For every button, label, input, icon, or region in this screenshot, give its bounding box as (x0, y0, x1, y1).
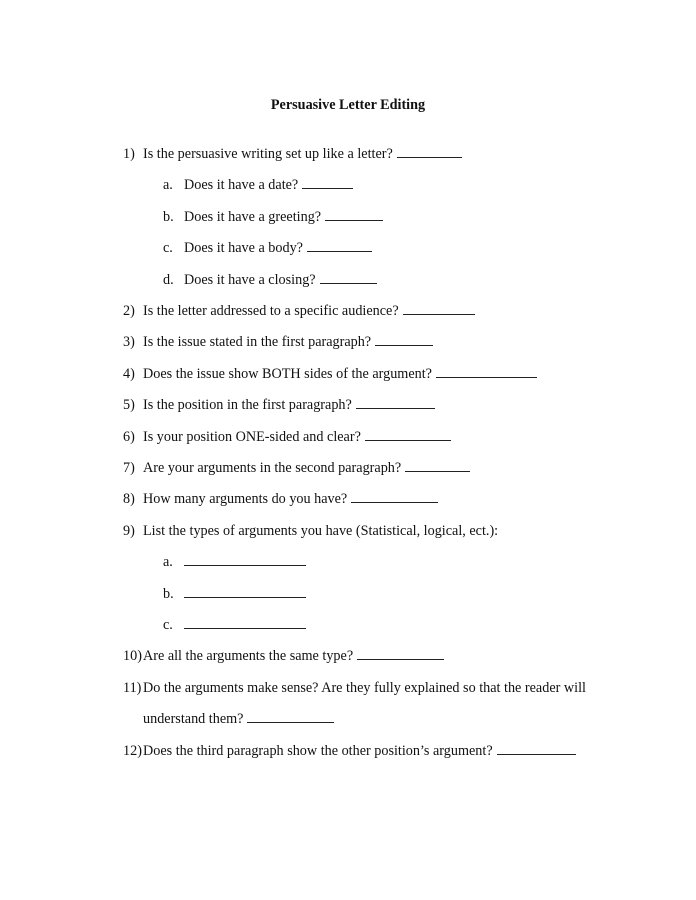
sub-question-letter: b. (163, 208, 174, 225)
question-number: 2) (123, 303, 135, 319)
question-number: 4) (123, 365, 135, 382)
question-text (143, 302, 475, 320)
question-label: Does the issue show BOTH sides of the argument? (143, 365, 432, 382)
sub-question-letter: c. (163, 617, 173, 633)
answer-blank[interactable] (356, 396, 435, 409)
sub-question-text (184, 208, 383, 226)
sub-question-label: Does it have a body? (184, 240, 303, 257)
question-number: 10) (123, 648, 142, 665)
answer-blank[interactable] (307, 239, 372, 252)
sub-question-label: Does it have a greeting? (184, 208, 322, 225)
answer-blank[interactable] (351, 490, 437, 503)
answer-blank[interactable] (497, 742, 576, 755)
page-title: Persuasive Letter Editing (270, 97, 426, 113)
question-label: Is the persuasive writing set up like a letter? (143, 146, 393, 162)
sub-question-text (184, 553, 306, 571)
question-text (143, 365, 537, 383)
question-label: Is the issue stated in the first paragraph? (143, 334, 372, 351)
question-number: 1) (123, 146, 135, 162)
sub-question-letter: a. (163, 554, 173, 571)
answer-blank[interactable] (405, 459, 470, 472)
answer-blank[interactable] (397, 145, 462, 158)
sub-question-letter: a. (163, 177, 173, 194)
answer-blank[interactable] (184, 585, 306, 598)
sub-question-text (184, 585, 306, 603)
question-label: Are all the arguments the same type? (143, 648, 354, 665)
sub-question-letter: d. (163, 271, 174, 288)
answer-blank[interactable] (184, 616, 306, 629)
question-text (143, 742, 576, 760)
sub-question-text (184, 239, 372, 257)
sub-question-label: Does it have a closing? (184, 271, 316, 288)
sub-question-letter: b. (163, 585, 174, 602)
answer-blank[interactable] (357, 647, 443, 660)
question-label: Is the letter addressed to a specific audience? (143, 303, 399, 319)
question-number: 11) (123, 679, 142, 696)
answer-blank[interactable] (184, 553, 306, 566)
question-label: Is the position in the first paragraph? (143, 397, 352, 414)
sub-question-text (184, 271, 377, 289)
sub-question-letter: c. (163, 240, 173, 257)
question-label: Do the arguments make sense? Are they fully explained so that the reader will (143, 679, 586, 696)
question-number: 8) (123, 491, 135, 508)
question-label: Does the third paragraph show the other position’s argument? (143, 742, 493, 759)
question-text (143, 396, 435, 414)
answer-blank[interactable] (436, 365, 537, 378)
question-number: 6) (123, 428, 135, 445)
question-number: 5) (123, 397, 135, 414)
question-text (143, 428, 451, 446)
question-text (143, 522, 498, 540)
answer-blank[interactable] (320, 271, 378, 284)
answer-blank[interactable] (403, 302, 475, 315)
answer-blank[interactable] (325, 208, 383, 221)
question-label: Are your arguments in the second paragraph? (143, 460, 402, 476)
question-label: understand them? (143, 711, 244, 728)
question-text (143, 490, 438, 508)
question-text (143, 647, 444, 665)
question-label: How many arguments do you have? (143, 491, 348, 508)
question-label: Is your position ONE-sided and clear? (143, 428, 361, 445)
sub-question-text (184, 616, 306, 634)
question-number: 9) (123, 522, 135, 539)
question-text (143, 710, 334, 728)
question-number: 3) (123, 334, 135, 351)
answer-blank[interactable] (375, 333, 433, 346)
question-text (143, 145, 462, 163)
question-number: 12) (123, 742, 142, 759)
question-number: 7) (123, 460, 135, 476)
answer-blank[interactable] (302, 176, 352, 189)
answer-blank[interactable] (365, 428, 451, 441)
sub-question-text (184, 176, 353, 194)
question-label: List the types of arguments you have (Statistical, logical, ect.): (143, 522, 499, 539)
question-text (143, 679, 586, 697)
question-text (143, 333, 433, 351)
sub-question-label: Does it have a date? (184, 177, 299, 194)
answer-blank[interactable] (247, 710, 333, 723)
question-text (143, 459, 470, 477)
